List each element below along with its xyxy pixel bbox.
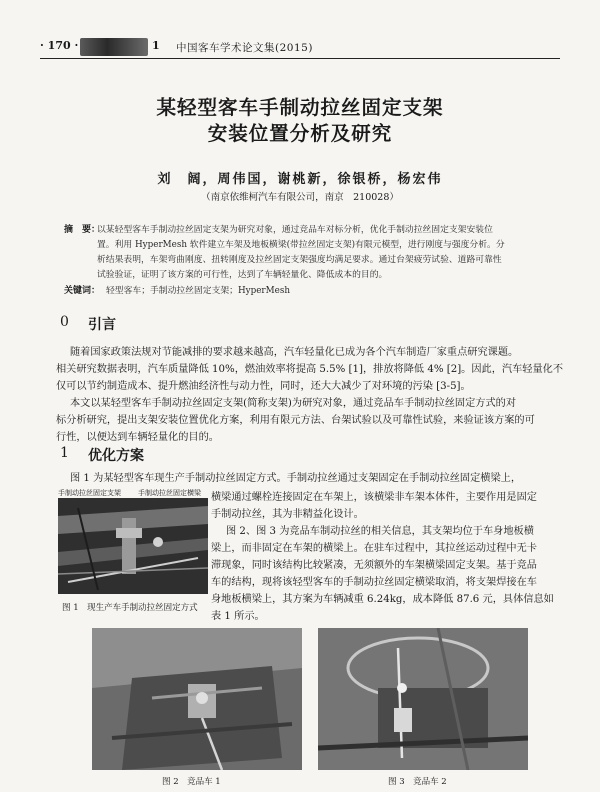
journal-title: 中国客车学术论文集(2015) (176, 42, 313, 54)
figure-1-label-left: 手制动拉丝固定支架 (58, 489, 121, 497)
body-line: 标分析研究，提出支架安装位置优化方案，利用有限元方法、台架试验以及可靠性试验，来验证该方案的可 (56, 415, 535, 426)
figure-3-caption: 图 3 竞品车 2 (388, 777, 447, 787)
figure-2-caption: 图 2 竞品车 1 (162, 777, 221, 787)
abstract-line: 置。利用 HyperMesh 软件建立车架及地板横梁(带拉丝固定支架)有限元模型，进行刚度与强度分析。分 (97, 240, 505, 250)
abstract-line: 析结果表明，车架弯曲刚度、扭转刚度及拉丝固定支架强度均满足要求。通过台架疲劳试验、道路可靠性 (97, 255, 502, 265)
body-line: 行性，以便达到车辆轻量化的目的。 (56, 432, 219, 443)
body-line: 滞现象，同时该结构比较紧凑，无须额外的车架横梁固定支架。基于竞品 (211, 560, 537, 571)
body-line: 本文以某轻型客车手制动拉丝固定支架(简称支架)为研究对象，通过竞品车手制动拉丝固定方式的对 (70, 398, 517, 409)
abstract-label: 摘 要： (64, 225, 101, 235)
body-line: 身地板横梁上，其方案为车辆减重 6.24kg，成本降低 87.6 元，具体信息如 (211, 594, 554, 605)
running-header (40, 38, 560, 59)
authors: 刘 阔，周伟国，谢桃新，徐银桥，杨宏伟 (157, 172, 443, 187)
figure-3-photo (318, 628, 528, 770)
section-title: 引言 (88, 317, 116, 333)
body-line: 梁上，而非固定在车架的横梁上。在驻车过程中，其拉丝运动过程中无卡 (211, 543, 537, 554)
body-line: 仅可以节约制造成本、提升燃油经济性与动力性，同时，还大大减少了对环境的污染 [3-5]。 (56, 381, 471, 392)
body-line: 图 1 为某轻型客车现生产手制动拉丝固定方式。手制动拉丝通过支架固定在手制动拉丝固定横梁上， (70, 473, 522, 484)
banner-tag: 1 (152, 39, 160, 52)
body-line: 相关研究数据表明，汽车质量降低 10%，燃油效率将提高 5.5% [1]，排放将降低 4% [2]。因此，汽车轻量化不 (56, 364, 564, 375)
journal-banner-image (80, 38, 148, 56)
body-line: 随着国家政策法规对节能减排的要求越来越高，汽车轻量化已成为各个汽车制造厂家重点研究课题。 (70, 347, 519, 358)
figure-1-illustration (58, 498, 208, 594)
figure-3-illustration (318, 628, 528, 770)
paper-title-line-2: 安装位置分析及研究 (207, 122, 393, 145)
keywords-label: 关键词： (64, 286, 101, 296)
paper-title-line-1: 某轻型客车手制动拉丝固定支架 (156, 96, 444, 119)
body-line: 图 2、图 3 为竞品车制动拉丝的相关信息，其支架均位于车身地板横 (226, 526, 534, 537)
affiliation: （南京依维柯汽车有限公司，南京 210028） (201, 192, 399, 203)
figure-1-label-right: 手制动拉丝固定横梁 (138, 489, 201, 497)
body-line: 横梁通过螺栓连接固定在车架上，该横梁非车架本体件，主要作用是固定 (211, 492, 537, 503)
section-title: 优化方案 (88, 448, 144, 464)
figure-1-caption: 图 1 现生产车手制动拉丝固定方式 (62, 603, 198, 613)
keywords: 轻型客车；手制动拉丝固定支架；HyperMesh (106, 286, 291, 296)
body-line: 车的结构，现将该轻型客车的手制动拉丝固定横梁取消，将支架焊接在车 (211, 577, 537, 588)
section-number: 1 (60, 445, 69, 461)
section-number: 0 (60, 314, 69, 330)
abstract-line: 以某轻型客车手制动拉丝固定支架为研究对象，通过竞品车对标分析，优化手制动拉丝固定支架安装位 (97, 225, 493, 235)
figure-2-photo (92, 628, 302, 770)
figure-1-photo (58, 498, 208, 594)
body-line: 手制动拉丝，其为非精益化设计。 (211, 509, 364, 520)
figure-2-illustration (92, 628, 302, 770)
page-number: · 170 · (40, 39, 79, 52)
body-line: 表 1 所示。 (211, 611, 265, 622)
abstract-line: 试验验证，证明了该方案的可行性，达到了车辆轻量化、降低成本的目的。 (97, 270, 388, 280)
